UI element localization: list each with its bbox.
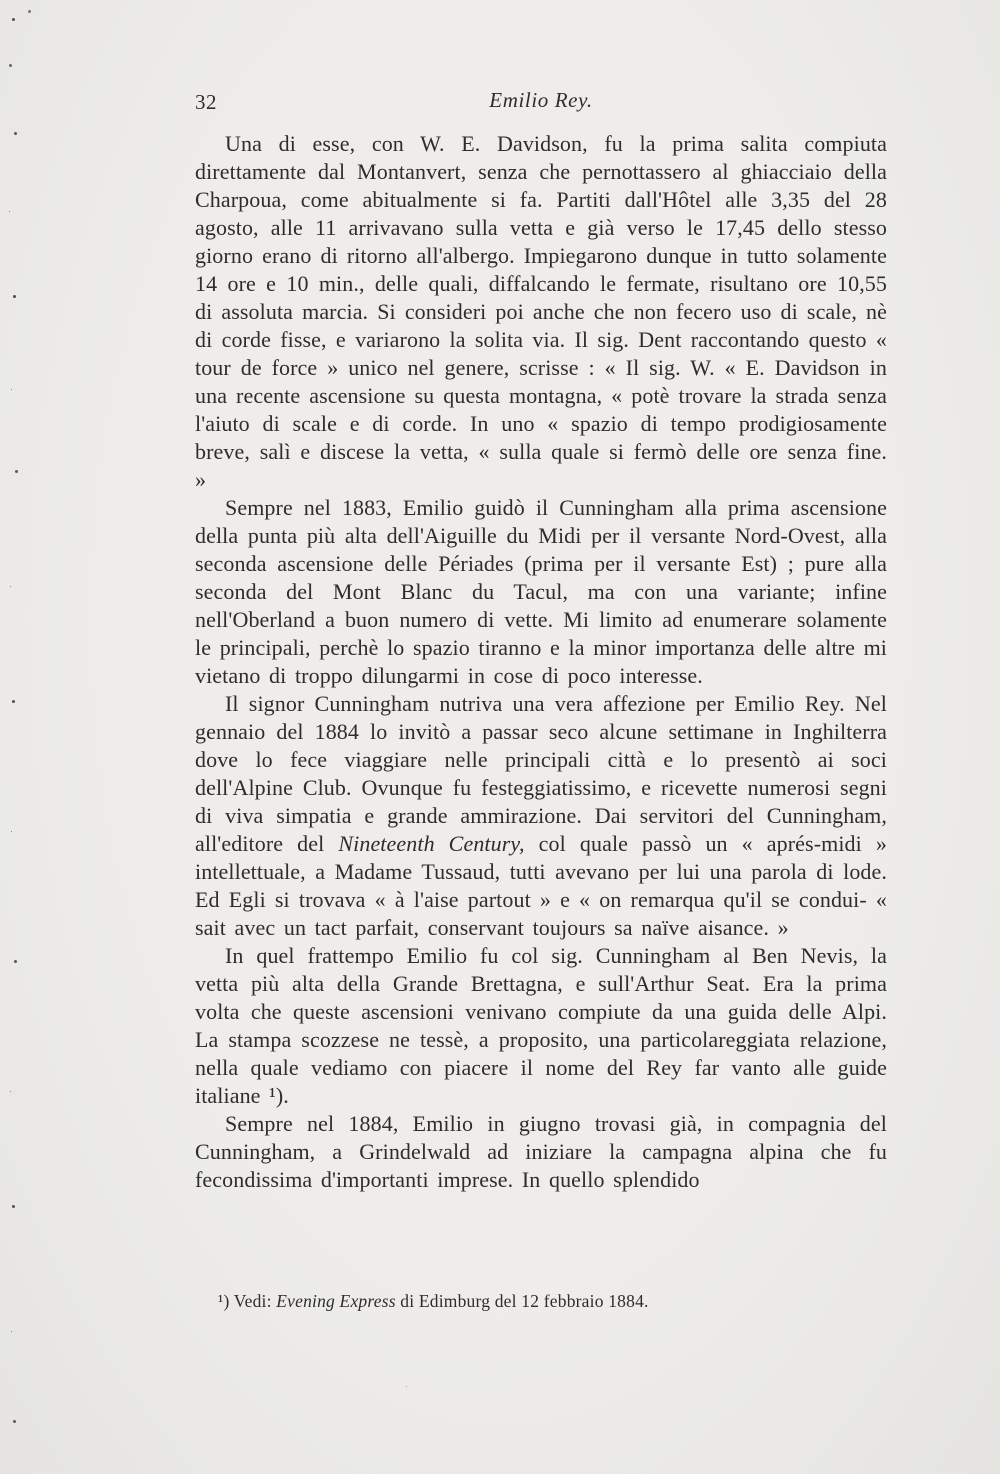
page-number: 32 bbox=[195, 90, 217, 114]
paragraph-3 bbox=[195, 690, 887, 942]
footnote-text-italic: Evening Express bbox=[276, 1291, 396, 1311]
paragraph-text: Sempre nel 1883, Emilio guidò il Cunningham alla prima ascensione della punta più alta dell'Aiguille du Midi per il versante Nord-Ovest, alla seconda ascensione delle Périades (prima per il versante Est) ; pure alla seconda del Mont Blanc du Tacul, ma con una variante; infine nell'Oberland a buon numero di vette. Mi limito ad enumerare solamente le principali, perchè lo spazio tiranno e la minor importanza delle altre mi vietano di troppo dilungarmi in cose di poco interesse. bbox=[195, 495, 887, 688]
footnote bbox=[218, 1290, 888, 1312]
footnote-text: di Edimburg del 12 febbraio 1884. bbox=[395, 1291, 649, 1311]
paragraph-text: Il signor Cunningham nutriva una vera affezione per Emilio Rey. Nel gennaio del 1884 lo invitò a passar seco alcune settimane in Inghilterra dove lo fece viaggiare nelle principali città e lo presentò ai soci dell'Alpine Club. Ovunque fu festeggiatissimo, e ricevette numerosi segni di viva simpatia e grande ammirazione. Dai servitori del Cunningham, all'editore del bbox=[195, 691, 887, 856]
scan-binding-marks bbox=[0, 0, 3, 3]
paragraph-text: col quale passò un « aprés-midi » intellettuale, a Madame Tussaud, tutti avevano per lui una parola di lode. Ed Egli si trovava « à l'aise partout » e « on remarqua qu'il se condui- « sait avec un tact parfait, conservant toujours sa naïve aisance. » bbox=[195, 831, 887, 940]
paragraph-5 bbox=[195, 1110, 887, 1194]
paragraph-text: In quel frattempo Emilio fu col sig. Cunningham al Ben Nevis, la vetta più alta della Grande Brettagna, e sull'Arthur Seat. Era la prima volta che queste ascensioni venivano compiute da una guida delle Alpi. La stampa scozzese ne tessè, a proposito, una particolareggiata relazione, nella quale vediamo con piacere il nome del Rey far vanto alle guide italiane ¹). bbox=[195, 943, 887, 1108]
running-header bbox=[195, 88, 887, 118]
paragraph-text-italic: Nineteenth Century, bbox=[338, 831, 525, 856]
paragraph-2 bbox=[195, 494, 887, 690]
paragraph-text: Sempre nel 1884, Emilio in giugno trovasi già, in compagnia del Cunningham, a Grindelwald ad iniziare la campagna alpina che fu fecondissima d'importanti imprese. In quello splendido bbox=[195, 1111, 887, 1192]
running-header-title: Emilio Rey. bbox=[489, 88, 593, 112]
footnote-text: ¹) Vedi: bbox=[218, 1291, 277, 1311]
paragraph-1 bbox=[195, 130, 887, 494]
paragraph-text: Una di esse, con W. E. Davidson, fu la prima salita compiuta direttamente dal Montanvert, senza che pernottassero al ghiacciaio della Charpoua, come abitualmente si fa. Partiti dall'Hôtel alle 3,35 del 28 agosto, alle 11 arrivavano sulla vetta e già verso le 17,45 dello stesso giorno erano di ritorno all'albergo. Impiegarono dunque in tutto solamente 14 ore e 10 min., delle quali, diffalcando le fermate, risultano ore 10,55 di assoluta marcia. Si consideri poi anche che non fecero uso di scale, nè di corde fisse, e variarono la solita via. Il sig. Dent raccontando questo « tour de force » unico nel genere, scrisse : « Il sig. W. « E. Davidson in una recente ascensione su questa montagna, « potè trovare la strada senza l'aiuto di scale e di corde. In uno « spazio di tempo prodigiosamente breve, salì e discese la vetta, « sulla quale si fermò delle ore senza fine. » bbox=[195, 131, 887, 492]
text-block bbox=[195, 130, 887, 1194]
paragraph-4 bbox=[195, 942, 887, 1110]
